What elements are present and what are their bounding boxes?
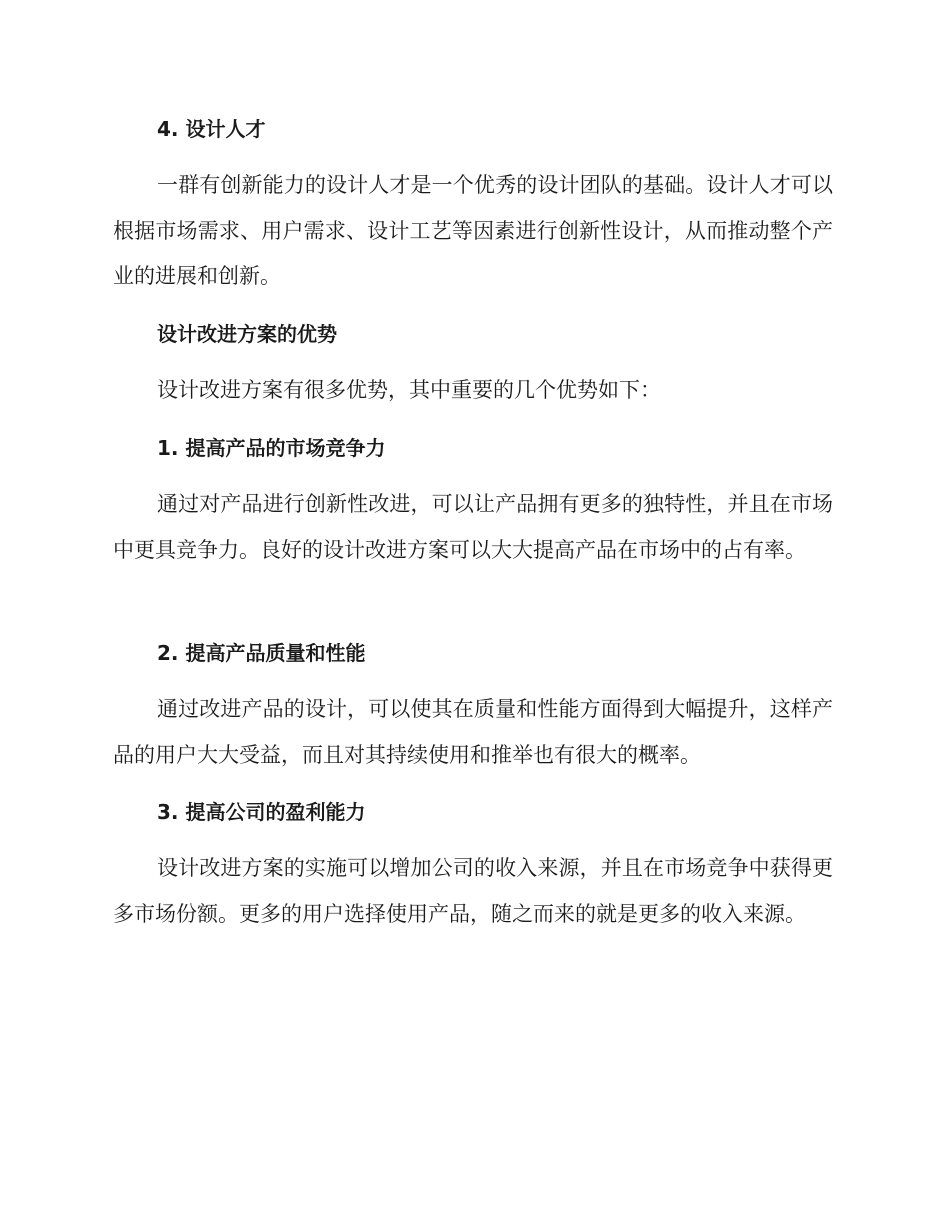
section-heading-competitiveness: 1. 提高产品的市场竞争力 — [157, 436, 386, 460]
paragraph-quality: 通过改进产品的设计，可以使其在质量和性能方面得到大幅提升，这样产品的用户大大受益，而且对其持续使用和推举也有很大的概率。 — [113, 697, 833, 767]
paragraph-design-talent: 一群有创新能力的设计人才是一个优秀的设计团队的基础。设计人才可以根据市场需求、用户需求、设计工艺等因素进行创新性设计，从而推动整个产业的进展和创新。 — [113, 173, 833, 288]
section-heading-design-talent: 4. 设计人才 — [157, 117, 266, 141]
paragraph-competitiveness: 通过对产品进行创新性改进，可以让产品拥有更多的独特性，并且在市场中更具竞争力。良好的设计改进方案可以大大提高产品在市场中的占有率。 — [113, 492, 833, 562]
paragraph-advantages-intro: 设计改进方案有很多优势，其中重要的几个优势如下： — [157, 378, 661, 402]
section-heading-advantages: 设计改进方案的优势 — [157, 322, 337, 346]
section-heading-quality: 2. 提高产品质量和性能 — [157, 641, 366, 665]
paragraph-profit: 设计改进方案的实施可以增加公司的收入来源，并且在市场竞争中获得更多市场份额。更多的用户选择使用产品，随之而来的就是更多的收入来源。 — [113, 856, 833, 926]
section-heading-profit: 3. 提高公司的盈利能力 — [157, 800, 366, 824]
